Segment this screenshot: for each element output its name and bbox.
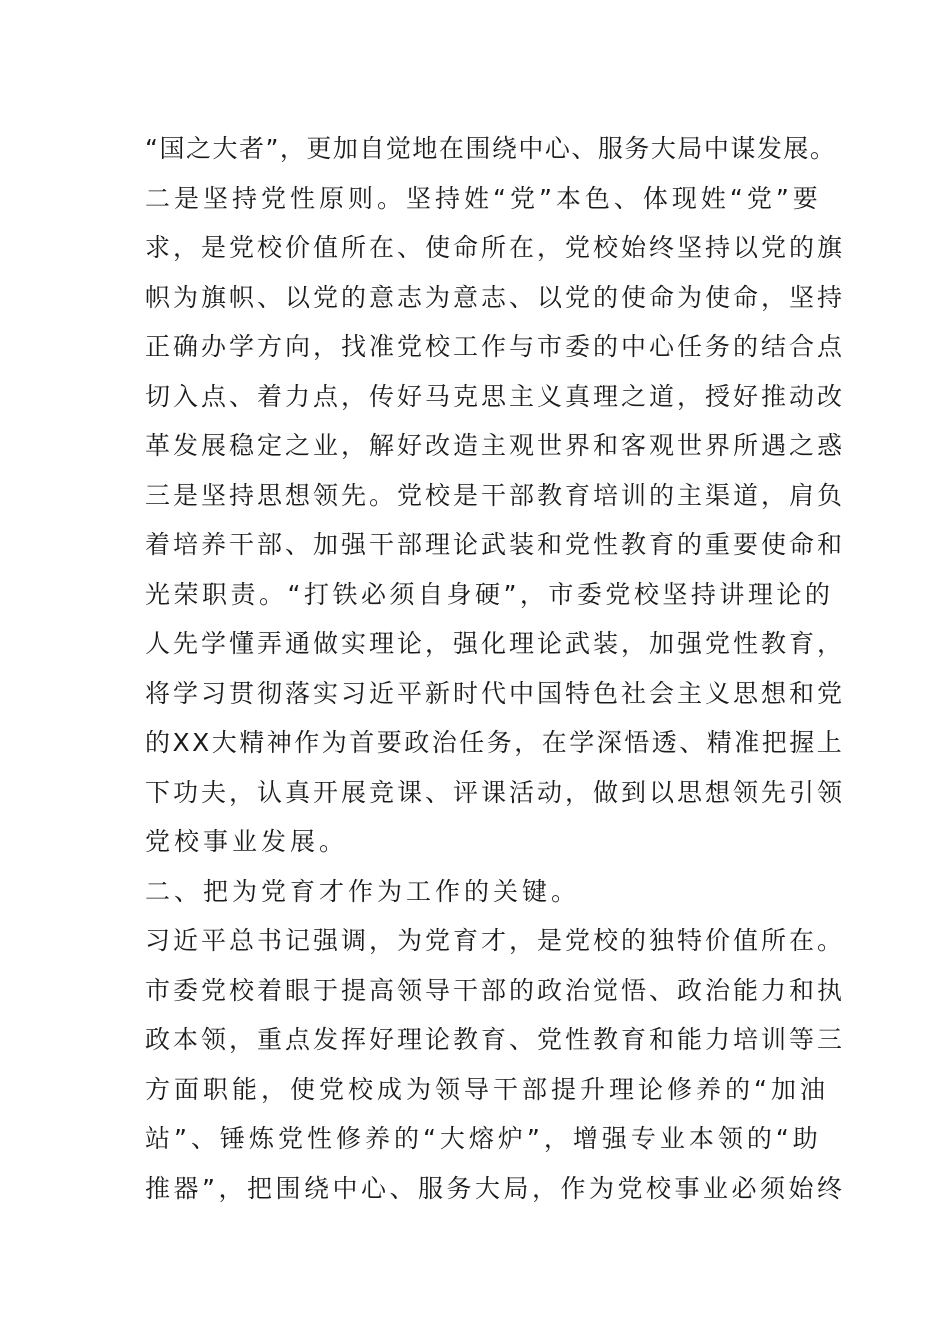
section-heading: 二、把为党育才作为工作的关键。 bbox=[145, 876, 581, 906]
text-line: 政本领，重点发挥好理论教育、党性教育和能力培训等三 bbox=[145, 1025, 846, 1054]
text-line: 三是坚持思想领先。党校是干部教育培训的主渠道，肩负 bbox=[145, 480, 846, 510]
text-line: 着培养干部、加强干部理论武装和党性教育的重要使命和 bbox=[145, 530, 846, 559]
body-text bbox=[145, 124, 845, 1213]
text-line: 下功夫，认真开展竞课、评课活动，做到以思想领先引领 bbox=[145, 777, 846, 807]
text-line: 求，是党校价值所在、使命所在，党校始终坚持以党的旗 bbox=[145, 233, 846, 262]
text-line: 光荣职责。“打铁必须自身硬”，市委党校坚持讲理论的 bbox=[145, 579, 834, 609]
text-line: “国之大者”，更加自觉地在围绕中心、服务大局中谋发展。 bbox=[145, 134, 837, 163]
text-line: 市委党校着眼于提高领导干部的政治觉悟、政治能力和执 bbox=[145, 975, 846, 1005]
text-line: 正确办学方向，找准党校工作与市委的中心任务的结合点 bbox=[145, 332, 846, 361]
text-line: 站”、锤炼党性修养的“大熔炉”，增强专业本领的“助 bbox=[145, 1124, 822, 1153]
text-line: 切入点、着力点，传好马克思主义真理之道，授好推动改 bbox=[145, 381, 846, 411]
text-line: 人先学懂弄通做实理论，强化理论武装，加强党性教育， bbox=[145, 629, 846, 658]
text-line: 帜为旗帜、以党的意志为意志、以党的使命为使命，坚持 bbox=[145, 282, 846, 312]
text-line: 方面职能，使党校成为领导干部提升理论修养的“加油 bbox=[145, 1074, 829, 1104]
text-line: 推器”，把围绕中心、服务大局，作为党校事业必须始终 bbox=[145, 1173, 846, 1203]
text-line: 二是坚持党性原则。坚持姓“党”本色、体现姓“党”要 bbox=[145, 183, 822, 213]
text-line: 革发展稳定之业，解好改造主观世界和客观世界所遇之惑 bbox=[145, 431, 846, 460]
text-line: 的XX大精神作为首要政治任务，在学深悟透、精准把握上 bbox=[145, 728, 845, 757]
text-line: 习近平总书记强调，为党育才，是党校的独特价值所在。 bbox=[145, 926, 846, 955]
text-line: 党校事业发展。 bbox=[145, 827, 349, 856]
text-line: 将学习贯彻落实习近平新时代中国特色社会主义思想和党 bbox=[145, 678, 846, 708]
